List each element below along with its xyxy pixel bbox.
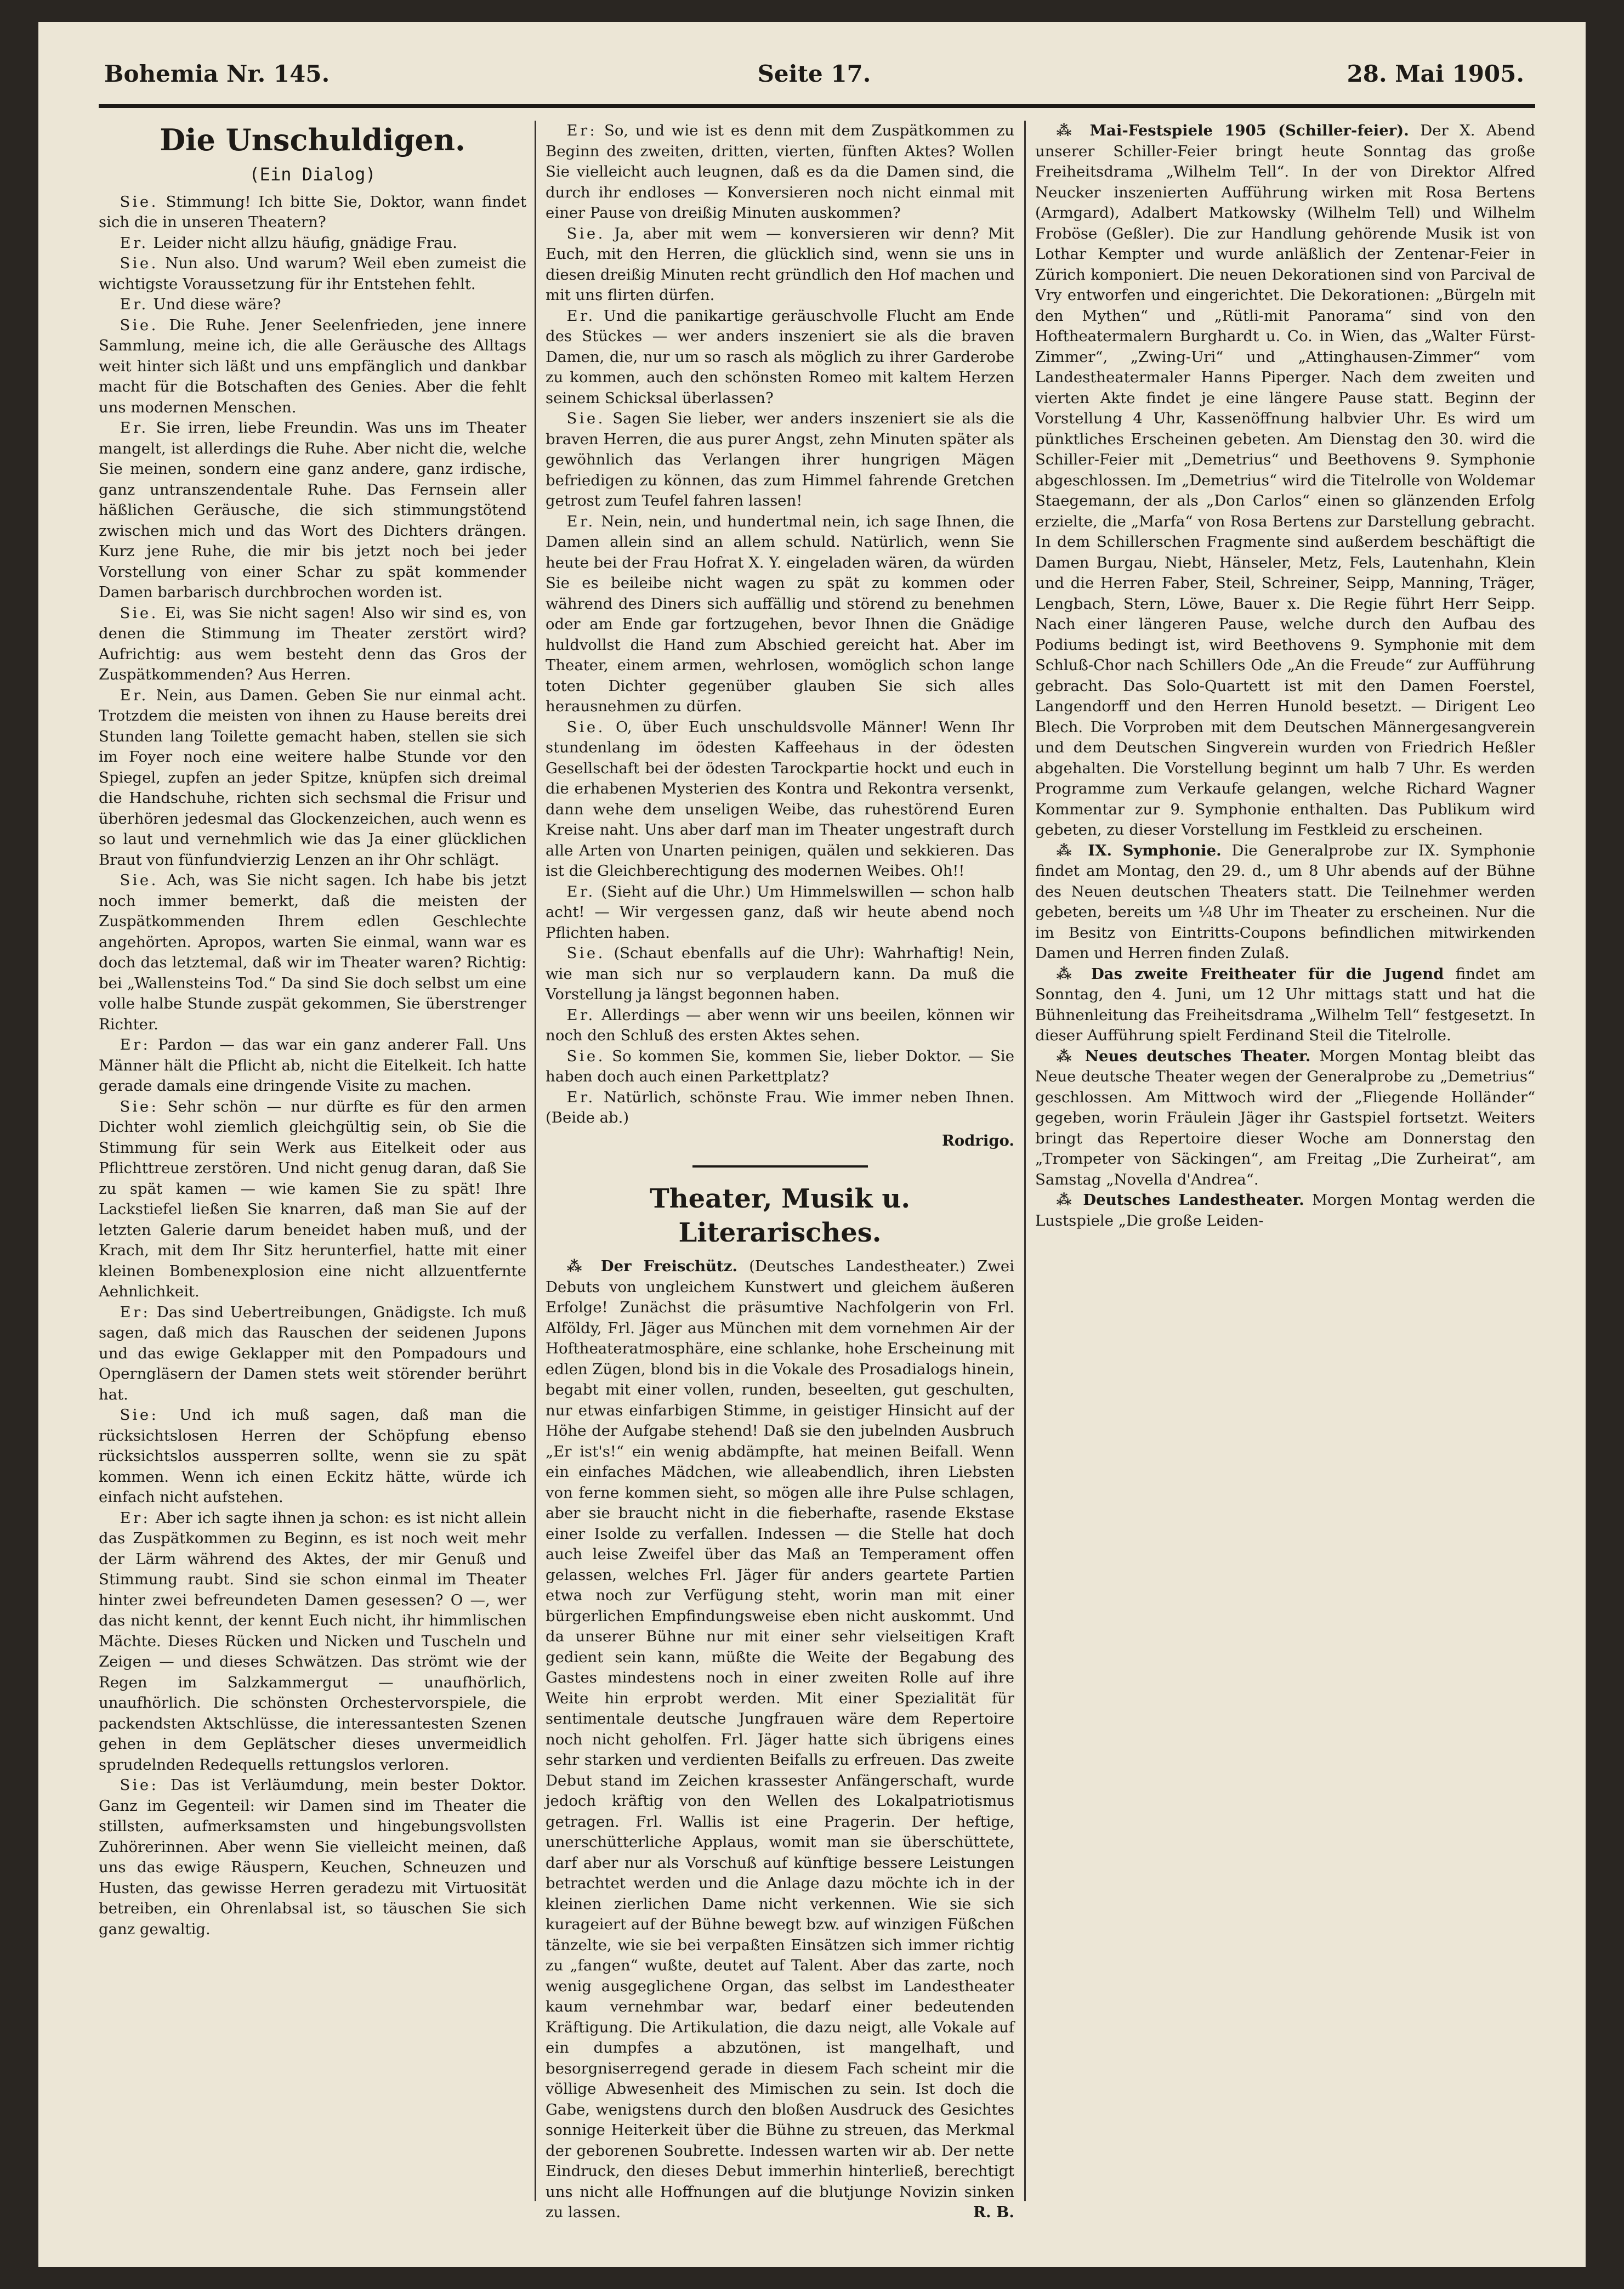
- dialog-text: Sagen Sie lieber, wer anders inszeniert sie als die braven Herren, die aus purer Angst, zehn Minuten später als gewöhnlich das Verlangen ihrer hungrigen Mägen befriedigen zu können, das zum Himmel fahrende Gretchen getrost zum Teufel fahren lassen!: [546, 410, 1014, 509]
- dialog-speaker: Sie.: [566, 718, 605, 736]
- news-item: [546, 1256, 1014, 2223]
- dialog-text: Aber ich sagte ihnen ja schon: es ist nicht allein das Zuspätkommen zu Beginn, es ist noch weit mehr der Lärm während des Aktes, der mir Genuß und Stimmung raubt. Sind sie schon einmal im Theater hinter zwei befreundeten Damen gesessen? O —, wer das nicht kennt, der kennt Euch nicht, ihr himmlischen Mächte. Dieses Rücken und Nicken und Tuscheln und Zeigen — und dieses Schwätzen. Das strömt wie der Regen im Salzkammergut — unaufhörlich, unaufhörlich. Die schönsten Orchestervorspiele, die packendsten Aktschlüsse, die interessantesten Szenen gehen in dem Geplätscher dieses unvermeidlich sprudelnden Redequells rettungslos verloren.: [99, 1509, 526, 1774]
- dialog-text: Ja, aber mit wem — konversieren wir denn? Mit Euch, mit den Herren, die glücklich sind, wenn sie uns in diesen dreißig Minuten recht gründlich den Hof machen und mit uns flirten dürfen.: [546, 224, 1014, 304]
- dialog-paragraph: [99, 870, 526, 1035]
- dialog-paragraph: [546, 409, 1014, 512]
- news-item: [1035, 1190, 1535, 1231]
- dialog-speaker: Er.: [566, 307, 595, 325]
- item-marker-icon: ⁂: [1056, 965, 1091, 983]
- dialog-text: So kommen Sie, kommen Sie, lieber Doktor. — Sie haben doch auch einen Parkettplatz?: [546, 1047, 1014, 1085]
- news-item-headline: Mai-Festspiele 1905 (Schiller-feier).: [1089, 122, 1409, 139]
- dialog-paragraph: [99, 685, 526, 871]
- dialog-text: Allerdings — aber wenn wir uns beeilen, können wir noch den Schluß des ersten Aktes sehen.: [546, 1006, 1014, 1044]
- dialog-paragraph: [546, 121, 1014, 224]
- dialog-paragraph: [546, 224, 1014, 306]
- dialog-speaker: Er.: [120, 419, 149, 437]
- dialog-paragraph: [546, 1005, 1014, 1046]
- dialog-speaker: Er:: [120, 1303, 151, 1321]
- dialog-text: Nein, nein, und hundertmal nein, ich sage Ihnen, die Damen allein sind an allem schuld. Natürlich, wenn Sie heute bei der Frau Hofrat X. Y. eingeladen wären, da würden Sie es beileibe nicht wagen zu spät zu kommen oder während des Diners sich auffällig und störend zu benehmen oder am Ende gar fortzugehen, bevor Ihnen die Gnädige huldvollst die Hand zum Abschied gereicht hat. Aber im Theater, einem armen, wehrlosen, womöglich schon lange toten Dichter gegenüber glauben Sie sich alles herausnehmen zu dürfen.: [546, 512, 1014, 715]
- dialog-text: Sehr schön — nur dürfte es für den armen Dichter wohl ziemlich gleichgültig sein, ob Sie die Stimmung für sein Werk aus Eitelkeit oder aus Pflichttreue zerstören. Und nicht genug daran, daß Sie zu spät kamen — wie kamen Sie zu spät! Ihre Lackstiefel ließen Sie knarren, daß man Sie auf der letzten Galerie darum beneidet haben muß, und der Krach, mit dem Ihr Sitz herunterfiel, hatte mit einer kleinen Bombenexplosion eine nicht allzuentfernte Aehnlichkeit.: [99, 1097, 526, 1300]
- article-title: Die Unschuldigen.: [160, 122, 465, 157]
- dialog-speaker: Sie.: [120, 192, 158, 211]
- item-marker-icon: ⁂: [1056, 1191, 1083, 1209]
- item-marker-icon: ⁂: [1056, 841, 1088, 859]
- dialog-text: So, und wie ist es denn mit dem Zuspätkommen zu Beginn des zweiten, dritten, vierten, fünften Aktes? Wollen Sie vielleicht auch leugnen, daß es da die Damen sind, die durch ihr endloses — Konversieren noch nicht einmal mit einer Pause von dreißig Minuten auskommen?: [546, 122, 1014, 222]
- column-divider-1: [535, 121, 536, 2201]
- dialog-text: O, über Euch unschuldsvolle Männer! Wenn Ihr stundenlang im ödesten Kaffeehaus in der ödesten Gesellschaft bei der ödesten Tarockpartie hockt und euch in die erhabenen Mysterien des Kontra und Rekontra versenkt, dann wehe dem unseligen Weibe, das ruhestörend Euren Kreise naht. Uns aber darf man im Theater ungestraft durch alle Arten von Unarten peinigen, quälen und sekkieren. Das ist die Gleichberechtigung des modernen Weibes. Oh!!: [546, 718, 1014, 880]
- running-head-page: Seite 17.: [757, 60, 871, 87]
- dialog-text: (Schaut ebenfalls auf die Uhr): Wahrhaftig! Nein, wie man sich nur so verplaudern kann. Da muß die Vorstellung ja längst begonnen haben.: [546, 944, 1014, 1003]
- news-item-text: Morgen Montag bleibt das Neue deutsche Theater wegen der Generalprobe zu „Demetrius“ geschlossen. Am Mittwoch wird der „Fliegende Holländer“ gegeben, worin Fräulein Jäger ihr Gastspiel fortsetzt. Weiters bringt das Repertoire dieser Woche am Donnerstag den „Trompeter von Säckingen“, am Freitag „Die Zurheirat“, am Samstag „Novella d'Andrea“.: [1035, 1047, 1535, 1188]
- dialog-speaker: Er.: [566, 882, 595, 900]
- article-subtitle: (Ein Dialog): [249, 164, 376, 185]
- dialog-speaker: Sie.: [120, 254, 158, 272]
- dialog-paragraph: [99, 233, 526, 254]
- dialog-text: Und die panikartige geräuschvolle Flucht am Ende des Stückes — wer anders inszeniert sie als die braven Damen, die, nur um so rasch als möglich zu ihrer Garderobe zu kommen, auch den schönsten Romeo mit kaltem Herzen seinem Schicksal überlassen?: [546, 307, 1014, 407]
- news-item: [1035, 1046, 1535, 1191]
- column-1: [99, 121, 526, 2207]
- column-2: [546, 121, 1014, 2221]
- dialog-speaker: Sie.: [566, 944, 605, 962]
- item-marker-icon: ⁂: [1056, 122, 1090, 139]
- news-item: [1035, 841, 1535, 964]
- dialog-paragraph: [99, 1097, 526, 1302]
- dialog-paragraph: [546, 882, 1014, 944]
- dialog-text: Nein, aus Damen. Geben Sie nur einmal acht. Trotzdem die meisten von ihnen zu Hause bereits drei Stunden lang Toilette gemacht haben, stellen sie sich im Foyer noch eine weitere halbe Stunde vor den Spiegel, zupfen an jeder Spitze, knüpfen sich dreimal die Handschuhe, richten sich sechsmal die Frisur und überhören jedesmal das Glockenzeichen, auch wenn es so laut und vernehmlich wie das Ja einer glücklichen Braut von fünfundvierzig Lenzen an ihr Ohr schlägt.: [99, 686, 526, 869]
- dialog-part-1: [99, 192, 526, 1940]
- dialog-speaker: Sie.: [566, 410, 605, 427]
- section-items-part-2: [1035, 121, 1535, 1231]
- running-head-paper: Bohemia Nr. 145.: [104, 60, 330, 87]
- news-item-text: Die Generalprobe zur IX. Symphonie findet am Montag, den 29. d., um 8 Uhr abends auf der Bühne des Neuen deutschen Theaters statt. Die Teilnehmer werden gebeten, bereits um ¼8 Uhr im Theater zu erscheinen. Nur die im Besitz von Eintritts-Coupons befindlichen mitwirkenden Damen und Herren finden Zulaß.: [1035, 841, 1535, 962]
- dialog-speaker: Er:: [120, 1509, 151, 1527]
- dialog-text: Nun also. Und warum? Weil eben zumeist die wichtigste Voraussetzung für ihr Entstehen fehlt.: [99, 254, 526, 293]
- dialog-paragraph: [99, 315, 526, 418]
- dialog-paragraph: [99, 1775, 526, 1940]
- dialog-speaker: Sie.: [120, 316, 158, 334]
- news-item-headline: Das zweite Freitheater für die Jugend: [1091, 965, 1444, 983]
- dialog-text: Leider nicht allzu häufig, gnädige Frau.: [148, 234, 457, 252]
- dialog-text: Stimmung! Ich bitte Sie, Doktor, wann findet sich die in unseren Theatern?: [99, 192, 526, 231]
- dialog-text: Das ist Verläumdung, mein bester Doktor. Ganz im Gegenteil: wir Damen sind im Theater die stillsten, aufmerksamsten und hingebungsvollsten Zuhörerinnen. Aber wenn Sie vielleicht meinen, daß uns das ewige Räuspern, Keuchen, Schneuzen und Husten, das gewisse Herren geradezu mit Virtuosität betreiben, ein Ohrenlabsal ist, so täuschen Sie sich ganz gewaltig.: [99, 1776, 526, 1938]
- news-item-text: findet am Sonntag, den 4. Juni, um 12 Uhr mittags statt und hat die Bühnenleitung das Freiheitsdrama „Wilhelm Tell“ festgesetzt. In dieser Aufführung spielt Ferdinand Steil die Titelrolle.: [1035, 965, 1535, 1044]
- dialog-speaker: Sie:: [120, 1776, 159, 1794]
- news-item-text: Morgen Montag werden die Lustspiele „Die große Leiden-: [1035, 1191, 1535, 1230]
- dialog-speaker: Sie.: [120, 871, 158, 889]
- news-item-headline: Deutsches Landestheater.: [1083, 1191, 1304, 1209]
- dialog-speaker: Sie.: [566, 1047, 605, 1065]
- item-marker-icon: ⁂: [566, 1257, 601, 1275]
- dialog-text: Ei, was Sie nicht sagen! Also wir sind es, von denen die Stimmung im Theater zerstört wird? Aufrichtig: aus wem besteht denn das Gros der Zuspätkommenden? Aus Herren.: [99, 604, 526, 683]
- dialog-speaker: Er:: [120, 1036, 151, 1053]
- dialog-paragraph: [99, 603, 526, 685]
- dialog-speaker: Er.: [120, 234, 149, 252]
- dialog-speaker: Sie.: [566, 224, 605, 242]
- news-item-headline: Der Freischütz.: [600, 1257, 738, 1275]
- article-signature: Rodrigo.: [941, 1131, 1014, 1149]
- news-item: [1035, 121, 1535, 841]
- dialog-paragraph: [546, 1046, 1014, 1087]
- dialog-paragraph: [546, 306, 1014, 409]
- header-rule: [99, 104, 1535, 108]
- dialog-text: Und diese wäre?: [148, 296, 281, 313]
- dialog-paragraph: [99, 294, 526, 315]
- dialog-speaker: Er.: [566, 1088, 595, 1106]
- running-head-date: 28. Mai 1905.: [1347, 60, 1524, 87]
- dialog-paragraph: [99, 253, 526, 294]
- item-marker-icon: ⁂: [1056, 1047, 1085, 1065]
- news-item-text: (Deutsches Landestheater.) Zwei Debuts von ungleichem Kunstwert und gleichem äußeren Erfolge! Zunächst die präsumtive Nachfolgerin von Frl. Alföldy, Frl. Jäger aus München mit dem vornehmen Air der Hoftheateratmosphäre, eine schlanke, hohe Erscheinung mit edlen Zügen, blond bis in die Vokale des Prosadialogs hinein, begabt mit einer vollen, runden, beseelten, gut geschulten, nur etwas einfarbigen Stimme, in geistiger Hinsicht auf der Höhe der Aufgabe stehend! Daß sie den jubelnden Ausbruch „Er ist's!“ ein wenig abdämpfte, hat meinen Beifall. Wenn ein einfaches Mädchen, wie alleabendlich, ihren Liebsten von ferne kommen sieht, so mögen alle ihre Pulse schlagen, aber sie braucht nicht in die fieberhafte, rasende Ekstase einer Isolde zu verfallen. Indessen — die Stelle hat doch auch leise Zweifel über das Maß an Temperament offen gelassen, welches Frl. Jäger für anders geartete Partien etwa noch zur Verfügung steht, worin man mit einer bürgerlichen Empfindungsweise eben nicht auskommt. Und da unserer Bühne nur mit einer sehr vielseitigen Kraft gedient sein kann, müßte die Weite der Begabung des Gastes mindestens noch in einer zweiten Rolle auf ihre Weite hin erprobt werden. Mit einer Spezialität für sentimentale deutsche Jungfrauen wäre dem Repertoire noch nicht geholfen. Frl. Jäger hatte sich übrigens eines sehr starken und verdienten Beifalls zu erfreuen. Das zweite Debut stand im Zeichen krassester Anfängerschaft, wurde jedoch kräftig von den Wellen des Lokalpatriotismus getragen. Frl. Wallis ist eine Pragerin. Der heftige, unerschütterliche Applaus, womit man sie überschüttete, darf aber nur als Vorschuß auf künftige bessere Leistungen betrachtet werden und die Anlage dazu möchte ich in der kleinen zierlichen Dame nicht verkennen. Wie sie sich kurageiert auf der Bühne bewegt bzw. auf winzigen Füßchen tänzelte, wie sie bei verpaßten Einsätzen sich immer richtig zu „fangen“ wußte, deutet auf Talent. Aber das zarte, noch wenig ausgeglichene Organ, das selbst im Landestheater kaum vernehmbar war, bedarf einer bedeutenden Kräftigung. Die Artikulation, die dazu neigt, alle Vokale auf ein dumpfes a abzutönen, ist mangelhaft, und besorgniserregend gerade in diesem Fach scheint mir die völlige Abwesenheit des Mimischen zu sein. Ist doch die Gabe, wenigstens durch den bloßen Ausdruck des Gesichtes sonnige Heiterkeit über die Bühne zu streuen, das Merkmal der geborenen Soubrette. Indessen warten wir ab. Der nette Eindruck, den dieses Debut immerhin hinterließ, berechtigt uns nicht alle Hoffnungen auf die blutjunge Novizin sinken zu lassen.: [546, 1257, 1014, 2221]
- dialog-speaker: Er.: [566, 512, 595, 530]
- dialog-part-2: [546, 121, 1014, 1129]
- dialog-paragraph: [99, 1302, 526, 1406]
- dialog-text: Pardon — das war ein ganz anderer Fall. Uns Männer hält die Pflicht ab, nicht die Eitelkeit. Ich hatte gerade damals eine dringende Visite zu machen.: [99, 1036, 526, 1095]
- news-item-headline: Neues deutsches Theater.: [1084, 1047, 1311, 1065]
- dialog-speaker: Er.: [120, 686, 149, 704]
- dialog-paragraph: [99, 418, 526, 603]
- dialog-text: (Sieht auf die Uhr.) Um Himmelswillen — schon halb acht! — Wir vergessen ganz, daß wir heute abend noch Pflichten haben.: [546, 882, 1014, 942]
- dialog-paragraph: [546, 943, 1014, 1005]
- section-title: Theater, Musik u. Literarisches.: [649, 1183, 911, 1248]
- newspaper-page: [38, 22, 1586, 2267]
- dialog-text: Das sind Uebertreibungen, Gnädigste. Ich muß sagen, daß mich das Rauschen der seidenen Jupons und das ewige Geklapper mit den Pompadours und Operngläsern der Damen stets weit störender berührt hat.: [99, 1303, 526, 1403]
- news-item-text: Der X. Abend unserer Schiller-Feier bringt heute Sonntag das große Freiheitsdrama „Wilhelm Tell“. In der von Direktor Alfred Neucker inszenierten Aufführung wirken mit Rosa Bertens (Armgard), Adalbert Matkowsky (Wilhelm Tell) und Wilhelm Froböse (Geßler). Die zur Handlung gehörende Musik ist von Lothar Kempter und wurde anläßlich der Zentenar-Feier in Zürich komponiert. Die neuen Dekorationen sind von Parcival de Vry entworfen und eingerichtet. Die Dekorationen: „Bürgeln mit den Mythen“ und „Rütli-mit Panorama“ sind von den Hoftheatermalern Burghardt u. Co. in Wien, das „Walter Fürst-Zimmer“, „Zwing-Uri“ und „Attinghausen-Zimmer“ vom Landestheatermaler Hanns Piperger. Nach dem zweiten und vierten Akte findet je eine längere Pause statt. Beginn der Vorstellung 4 Uhr, Kassenöffnung halbvier Uhr. Es wird um pünktliches Erscheinen gebeten. Am Dienstag den 30. wird die Schiller-Feier mit „Demetrius“ und Beethovens 9. Symphonie abgeschlossen. Im „Demetrius“ wird die Titelrolle von Woldemar Staegemann, der als „Don Carlos“ einen so glänzenden Erfolg erzielte, die „Marfa“ von Rosa Bertens zur Darstellung gebracht. In dem Schillerschen Fragmente sind außerdem beschäftigt die Damen Burgau, Niebt, Hänseler, Metz, Fels, Lautenhahn, Klein und die Herren Faber, Steil, Schreiner, Seipp, Manning, Träger, Lengbach, Stern, Löwe, Bauer x. Die Regie führt Herr Seipp. Nach einer längeren Pause, welche durch den Aufbau des Podiums bedingt ist, wird Beethovens 9. Symphonie mit dem Schluß-Chor nach Schillers Ode „An die Freude“ zur Aufführung gebracht. Das Solo-Quartett ist mit den Damen Foerstel, Langendorff und den Herren Hunold besetzt. — Dirigent Leo Blech. Die Vorproben mit dem Deutschen Männergesangverein und dem Deutschen Singverein wurden von Friedrich Heßler abgehalten. Die Vorstellung beginnt um halb 7 Uhr. Es werden Programme zum Verkaufe gelangen, welche Richard Wagner Kommentar zur 9. Symphonie enthalten. Das Publikum wird gebeten, zu dieser Vorstellung im Festkleid zu erscheinen.: [1035, 122, 1535, 838]
- news-item: [1035, 964, 1535, 1046]
- dialog-paragraph: [546, 717, 1014, 882]
- dialog-text: Die Ruhe. Jener Seelenfrieden, jene innere Sammlung, meine ich, die alle Geräusche des Alltags weit hinter sich läßt und uns empfänglich und dankbar macht für die Botschaften des Genies. Aber die fehlt uns modernen Menschen.: [99, 316, 526, 416]
- dialog-text: Sie irren, liebe Freundin. Was uns im Theater mangelt, ist allerdings die Ruhe. Aber nicht die, welche Sie meinen, sondern eine ganz andere, ganz irdische, ganz untranszendentale Ruhe. Das Fernsein aller häßlichen Geräusche, die sich stimmungstötend zwischen mich und das Wort des Dichters drängen. Kurz jene Ruhe, die mir bis jetzt noch bei jeder Vorstellung von einer Schar zu spät kommender Damen barbarisch durchbrochen worden ist.: [99, 419, 526, 601]
- section-items-part-1: [546, 1256, 1014, 2223]
- dialog-paragraph: [99, 1508, 526, 1776]
- dialog-paragraph: [99, 192, 526, 233]
- column-3: [1035, 121, 1535, 2207]
- dialog-speaker: Er:: [566, 122, 598, 139]
- news-item-signature: R. B.: [973, 2203, 1014, 2221]
- dialog-paragraph: [99, 1405, 526, 1508]
- column-divider-2: [1024, 121, 1026, 2201]
- section-separator: [692, 1165, 868, 1168]
- dialog-speaker: Sie.: [120, 604, 158, 622]
- dialog-paragraph: [546, 1087, 1014, 1129]
- dialog-speaker: Sie:: [120, 1097, 159, 1115]
- dialog-paragraph: [546, 512, 1014, 717]
- dialog-speaker: Er.: [566, 1006, 595, 1024]
- dialog-text: Und ich muß sagen, daß man die rücksichtslosen Herren der Schöpfung ebenso rücksichtslos aussperren sollte, wenn sie zu spät kommen. Wenn ich einen Eckitz hätte, würde ich einfach nicht aufstehen.: [99, 1406, 526, 1506]
- dialog-speaker: Er.: [120, 296, 149, 313]
- dialog-speaker: Sie:: [120, 1406, 159, 1424]
- dialog-paragraph: [99, 1035, 526, 1097]
- news-item-headline: IX. Symphonie.: [1088, 841, 1222, 859]
- dialog-text: Ach, was Sie nicht sagen. Ich habe bis jetzt noch immer bemerkt, daß die meisten der Zuspätkommenden Ihrem edlen Geschlechte angehörten. Apropos, warten Sie einmal, wann war es doch das letztemal, daß wir im Theater waren? Richtig: bei „Wallensteins Tod.“ Da sind Sie doch selbst um eine volle halbe Stunde zuspät gekommen, Sie überstrenger Richter.: [99, 871, 526, 1033]
- running-head: [104, 60, 1524, 93]
- dialog-text: Natürlich, schönste Frau. Wie immer neben Ihnen. (Beide ab.): [546, 1088, 1014, 1126]
